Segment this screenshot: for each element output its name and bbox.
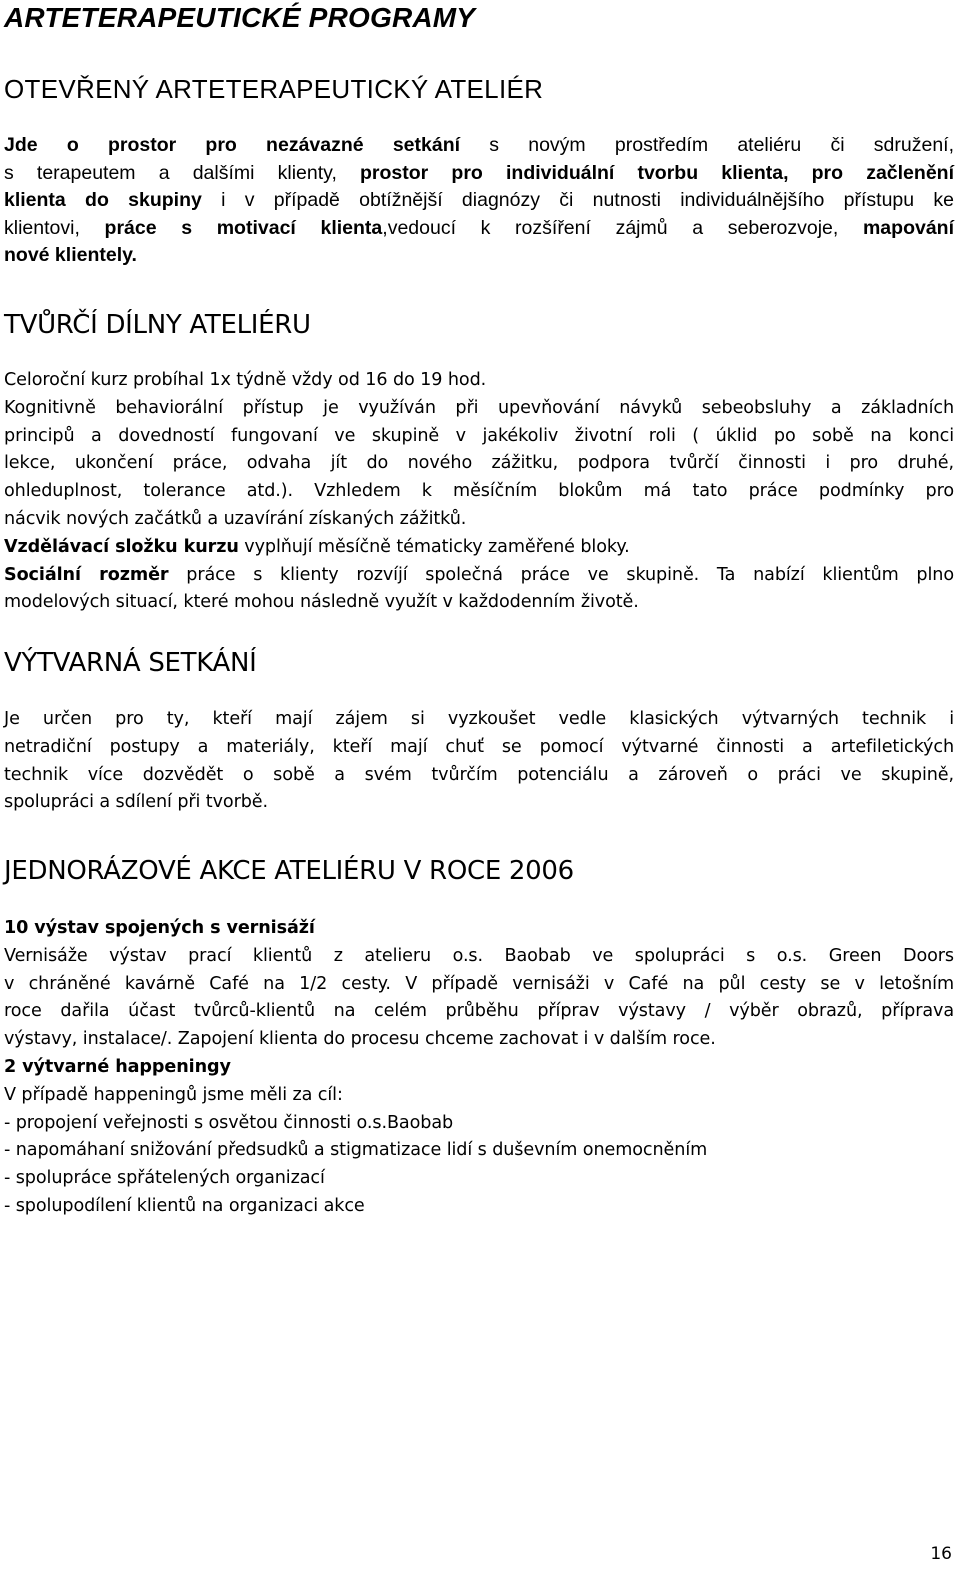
atelier-line-5 — [4, 242, 954, 270]
atelier-line-4 — [4, 215, 954, 243]
akce-line-3: roce dařila účast tvůrců-klientů na celém průběhu příprav výstavy / výběr obrazů, příprava — [4, 1001, 954, 1022]
dilny-line-9: modelových situací, které mohou následně využít v každodenním životě. — [4, 592, 639, 613]
dilny-line-7 — [4, 534, 954, 562]
bold-phrase: mapování — [862, 216, 954, 239]
bold-phrase: práce s motivací klienta — [104, 216, 383, 239]
dilny-line-1: Celoroční kurz probíhal 1x týdně vždy od 16 do 19 hod. — [4, 370, 487, 390]
text-phrase: klientovi, — [4, 216, 105, 239]
dilny-line-5: ohleduplnost, tolerance atd.). Vzhledem k měsíčním blokům má tato práce podmínky pro — [4, 481, 954, 502]
vytvarna-line-1: Je určen pro ty, kteří mají zájem si vyzkoušet vedle klasických výtvarných technik i — [4, 709, 954, 729]
bold-phrase: 2 výtvarné happeningy — [4, 1056, 231, 1077]
list-item: - napomáhaní snižování předsudků a stigmatizace lidí s duševním onemocněním — [4, 1140, 708, 1161]
vytvarna-line-2: netradiční postupy a materiály, kteří mají chuť se pomocí výtvarné činnosti a artefiletických — [4, 736, 954, 757]
bold-phrase: klienta do skupiny — [4, 189, 202, 212]
dilny-paragraph — [4, 367, 954, 617]
section-heading-dilny: TVŮRČÍ DÍLNY ATELIÉRU — [4, 310, 311, 340]
text-phrase: vyplňují měsíčně tématicky zaměřené bloky. — [238, 536, 630, 557]
section-heading-atelier: OTEVŘENÝ ARTETERAPEUTICKÝ ATELIÉR — [4, 74, 544, 104]
bold-phrase: Sociální rozměr — [4, 564, 169, 585]
text-phrase: i v případě obtížnější diagnózy či nutnosti individuálnějšího přístupu ke — [201, 189, 954, 212]
dilny-line-6: nácvik nových začátků a uzavírání získaných zážitků. — [4, 508, 467, 529]
atelier-paragraph — [4, 132, 954, 270]
section-heading-vytvarna: VÝTVARNÁ SETKÁNÍ — [4, 648, 257, 678]
text-phrase: s terapeutem a dalšími klienty, — [4, 161, 361, 184]
list-item: - spolupodílení klientů na organizaci akce — [4, 1195, 365, 1216]
bold-phrase: nové klientely. — [4, 244, 137, 267]
list-item: - spolupráce spřátelených organizací — [4, 1168, 325, 1189]
page-number: 16 — [930, 1544, 952, 1564]
bold-phrase: Vzdělávací složku kurzu — [4, 536, 239, 557]
dilny-line-8 — [4, 562, 954, 590]
akce-line-5: V případě happeningů jsme měli za cíl: — [4, 1084, 343, 1105]
akce-paragraph — [4, 915, 954, 1221]
section-heading-akce: JEDNORÁZOVÉ AKCE ATELIÉRU V ROCE 2006 — [4, 856, 574, 886]
akce-line-4: výstavy, instalace/. Zapojení klienta do procesu chceme zachovat i v dalším roce. — [4, 1029, 716, 1050]
page-title: ARTETERAPEUTICKÉ PROGRAMY — [4, 2, 476, 33]
akce-line-2: v chráněné kavárně Café na 1/2 cesty. V případě vernisáži v Café na půl cesty se v letošním — [4, 973, 954, 994]
dilny-line-4: lekce, ukončení práce, odvaha jít do nového zážitku, podpora tvůrčí činnosti i pro druhé, — [4, 453, 954, 474]
atelier-line-3 — [4, 187, 954, 215]
text-phrase: s novým prostředím ateliéru či sdružení, — [460, 134, 955, 156]
bold-phrase: Jde o prostor pro nezávazné setkání — [4, 134, 461, 156]
vytvarna-line-3: technik více dozvědět o sobě a svém tvůrčím potenciálu a zároveň o práci ve skupině, — [4, 764, 954, 785]
bold-phrase: 10 výstav spojených s vernisáží — [4, 918, 315, 938]
vytvarna-line-4: spolupráci a sdílení při tvorbě. — [4, 792, 268, 813]
akce-line-1: Vernisáže výstav prací klientů z atelieru o.s. Baobab ve spolupráci s o.s. Green Doors — [4, 945, 954, 966]
akce-subheading-vystavy — [4, 915, 954, 943]
vytvarna-paragraph — [4, 706, 954, 817]
dilny-line-2: Kognitivně behaviorální přístup je využíván při upevňování návyků sebeobsluhy a základních — [4, 397, 954, 418]
list-item: - propojení veřejnosti s osvětou činnosti o.s.Baobab — [4, 1112, 454, 1133]
atelier-line-1 — [4, 132, 954, 160]
bold-phrase: prostor pro individuální tvorbu klienta, pro začlenění — [360, 161, 954, 184]
text-phrase: práce s klienty rozvíjí společná práce ve skupině. Ta nabízí klientům plno — [168, 564, 955, 585]
atelier-line-2 — [4, 160, 954, 188]
akce-subheading-happeningy — [4, 1054, 954, 1082]
dilny-line-3: principů a dovedností fungovaní ve skupině v jakékoliv životní roli ( úklid po sobě na konci — [4, 425, 954, 446]
text-phrase: ,vedoucí k rozšíření zájmů a seberozvoje, — [382, 216, 863, 239]
